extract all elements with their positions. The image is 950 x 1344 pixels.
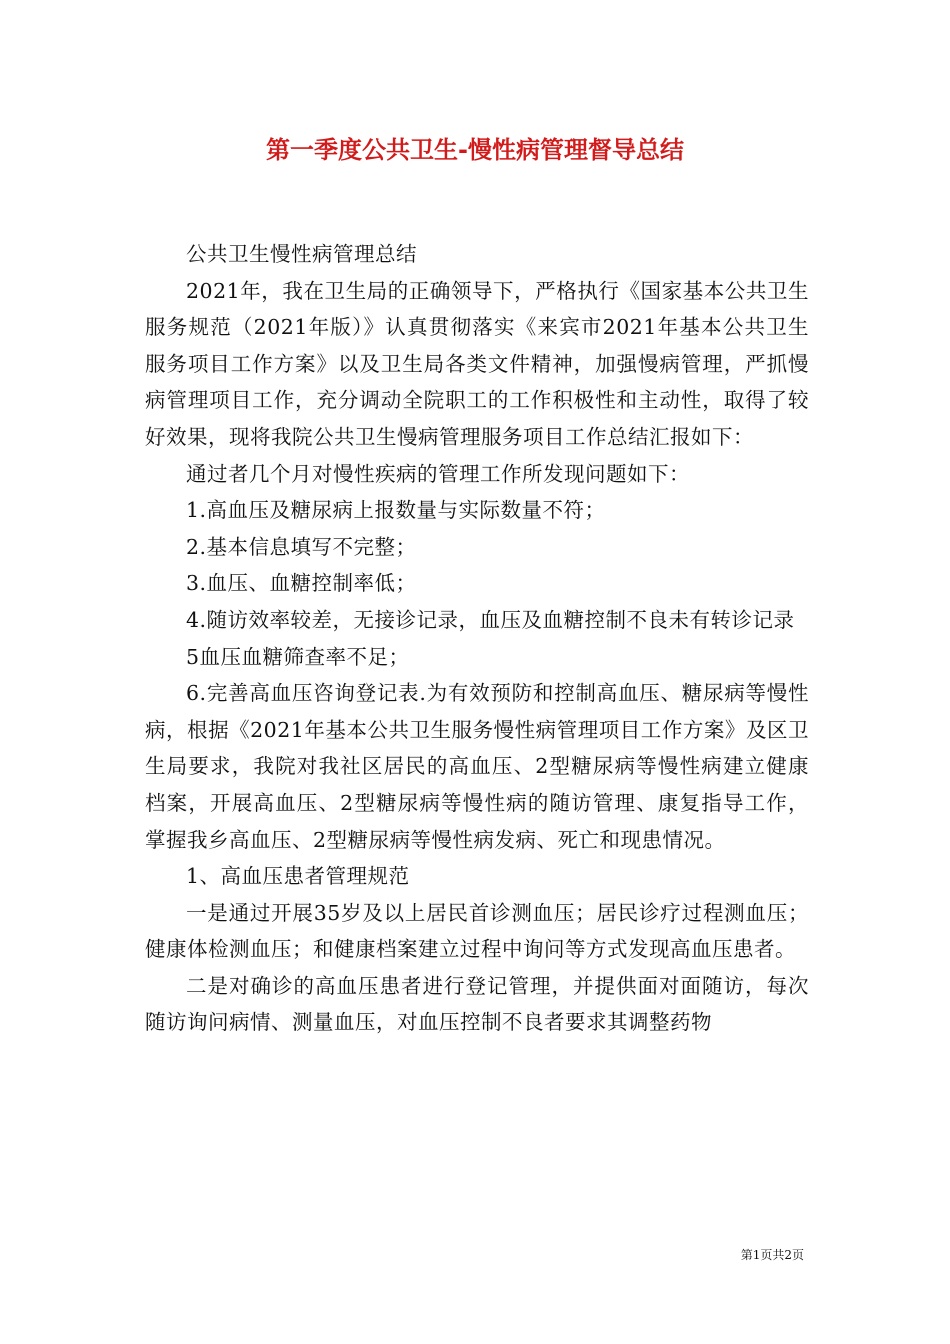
list-item: 2.基本信息填写不完整； xyxy=(186,534,417,559)
section-heading: 1、高血压患者管理规范 xyxy=(186,864,410,889)
document-body xyxy=(145,236,809,1041)
list-item: 5血压血糖筛查率不足； xyxy=(186,644,410,669)
section-heading: 公共卫生慢性病管理总结 xyxy=(186,242,417,266)
document-title: 第一季度公共卫生-慢性病管理督导总结 xyxy=(266,136,684,164)
paragraph: 通过者几个月对慢性疾病的管理工作所发现问题如下： xyxy=(186,461,690,486)
paragraph: 一是通过开展35岁及以上居民首诊测血压；居民诊疗过程测血压；健康体检测血压；和健康档案建立过程中询问等方式发现高血压患者。 xyxy=(145,900,809,962)
list-item: 4.随访效率较差，无接诊记录，血压及血糖控制不良未有转诊记录 xyxy=(186,607,795,632)
list-item: 3.血压、血糖控制率低； xyxy=(186,571,417,596)
paragraph: 2021年，我在卫生局的正确领导下，严格执行《国家基本公共卫生服务规范（2021年版）》认真贯彻落实《来宾市2021年基本公共卫生服务项目工作方案》以及卫生局各类文件精神，加强慢病管理，严抓慢病管理项目工作，充分调动全院职工的工作积极性和主动性，取得了较好效果，现将我院公共卫生慢病管理服务项目工作总结汇报如下： xyxy=(145,278,809,449)
paragraph: 二是对确诊的高血压患者进行登记管理，并提供面对面随访，每次随访询问病情、测量血压，对血压控制不良者要求其调整药物 xyxy=(145,973,809,1035)
list-item: 1.高血压及糖尿病上报数量与实际数量不符； xyxy=(186,498,606,523)
list-item: 6.完善高血压咨询登记表.为有效预防和控制高血压、糖尿病等慢性病，根据《2021年基本公共卫生服务慢性病管理项目工作方案》及区卫生局要求，我院对我社区居民的高血压、2型糖尿病等慢性病建立健康档案，开展高血压、2型糖尿病等慢性病的随访管理、康复指导工作，掌握我乡高血压、2型糖尿病等慢性病发病、死亡和现患情况。 xyxy=(145,681,809,852)
page-indicator: 第1页共2页 xyxy=(740,1248,804,1262)
